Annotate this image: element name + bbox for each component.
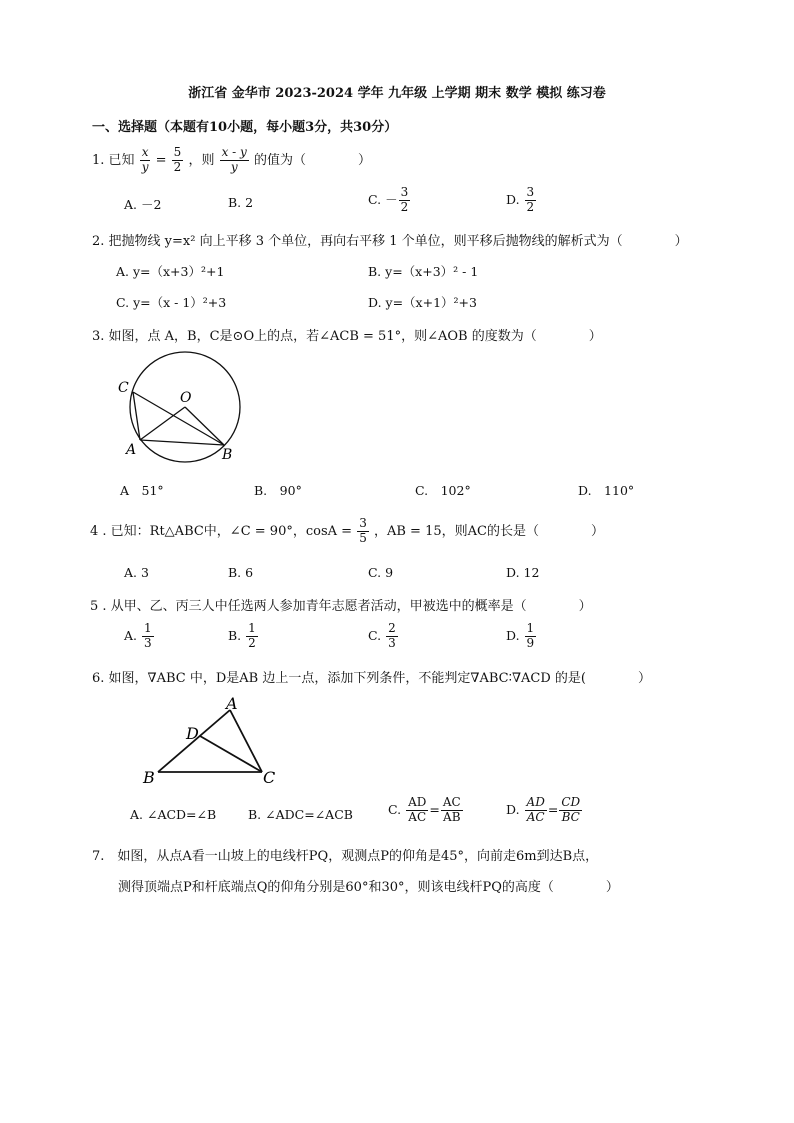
segment-cb	[133, 392, 224, 445]
q3-option-a[interactable]: A 51°	[120, 483, 164, 498]
label-b: B	[143, 768, 155, 787]
question-5: 5 . 从甲、乙、丙三人中任选两人参加青年志愿者活动，甲被选中的概率是（ ）	[90, 599, 592, 614]
question-4	[90, 517, 604, 546]
q2-option-b[interactable]: B. y=（x+3）² - 1	[368, 264, 479, 279]
q3-option-d[interactable]: D. 110°	[578, 483, 635, 498]
section-heading: 一、选择题（本题有10小题，每小题3分，共30分）	[92, 120, 398, 135]
q4-fraction: $\frac{3}{5}$	[359, 516, 367, 545]
q1-option-a[interactable]: A. －2	[124, 197, 162, 212]
segment-ao	[140, 407, 185, 440]
segment-ab	[140, 440, 224, 445]
question-7-line-1: 7. 如图，从点A看一山坡上的电线杆PQ，观测点P的仰角是45°，向前走6m到达B点，	[92, 849, 599, 864]
label-a: A	[126, 442, 137, 458]
question-6: 6. 如图，∇ABC 中，D是AB 边上一点，添加下列条件，不能判定∇ABC∶∇ACD 的是( ）	[92, 671, 652, 686]
q1-fraction-5-over-2: $\frac{5}{2}$	[173, 145, 182, 174]
q6-option-c[interactable]: C. $\frac{AD}{AC}$ = $\frac{AC}{AB}$	[388, 795, 461, 824]
q3-option-c[interactable]: C. 102°	[415, 483, 471, 498]
q2-option-c[interactable]: C. y=（x - 1）²+3	[116, 295, 227, 310]
q1-fraction-x-over-y: $\frac{x}{y}$	[141, 145, 149, 174]
q4-suffix: ，AB = 15，则AC的长是（ ）	[373, 523, 604, 539]
label-b: B	[222, 447, 233, 463]
question-7-line-2: 测得顶端点P和杆底端点Q的仰角分别是60°和30°，则该电线杆PQ的高度（ ）	[118, 880, 619, 895]
label-o: O	[180, 390, 192, 406]
q4-option-c[interactable]: C. 9	[368, 565, 394, 580]
q6-triangle-figure	[138, 690, 288, 790]
q4-option-d[interactable]: D. 12	[506, 565, 540, 580]
q6-option-d[interactable]: D. $\frac{AD}{AC}$ = $\frac{CD}{BC}$	[506, 795, 581, 824]
q1-fraction-expression: $\frac{x - y}{y}$	[221, 145, 247, 174]
q5-option-c[interactable]: C. $\frac{2}{3}$	[368, 621, 396, 650]
q1-prefix: 1. 已知	[92, 152, 135, 168]
q1-tail-text: 的值为（ ）	[253, 152, 371, 168]
q1-middle-text: ，则	[188, 152, 215, 168]
q6-option-b[interactable]: B. ∠ADC=∠ACB	[248, 807, 353, 822]
q4-prefix: 4 . 已知：Rt△ABC中，∠C = 90°，cosA =	[90, 523, 353, 539]
label-c: C	[263, 768, 276, 787]
q2-option-d[interactable]: D. y=（x+1）²+3	[368, 295, 477, 310]
q3-circle-figure	[112, 350, 252, 465]
question-3: 3. 如图，点 A，B，C是⊙O上的点，若∠ACB = 51°，则∠AOB 的度数为（ ）	[92, 329, 602, 344]
q1-option-c[interactable]: C. － $\frac{3}{2}$	[368, 185, 409, 214]
q5-option-a[interactable]: A. $\frac{1}{3}$	[124, 621, 152, 650]
q3-option-b[interactable]: B. 90°	[254, 483, 302, 498]
q2-option-a[interactable]: A. y=（x+3）²+1	[116, 264, 225, 279]
q1-equals: =	[155, 152, 167, 168]
q5-option-d[interactable]: D. $\frac{1}{9}$	[506, 621, 535, 650]
q4-option-b[interactable]: B. 6	[228, 565, 254, 580]
q5-option-b[interactable]: B. $\frac{1}{2}$	[228, 621, 256, 650]
question-1	[92, 146, 371, 175]
page-title: 浙江省 金华市 2023-2024 学年 九年级 上学期 期末 数学 模拟 练习卷	[188, 86, 606, 101]
label-c: C	[118, 380, 129, 396]
q1-option-b[interactable]: B. 2	[228, 195, 254, 210]
label-a: A	[226, 694, 238, 713]
label-d: D	[186, 724, 199, 743]
question-2: 2. 把抛物线 y=x² 向上平移 3 个单位，再向右平移 1 个单位，则平移后抛物线的解析式为（ ）	[92, 234, 688, 249]
q6-option-a[interactable]: A. ∠ACD=∠B	[130, 807, 217, 822]
q1-option-d[interactable]: D. $\frac{3}{2}$	[506, 185, 535, 214]
q4-option-a[interactable]: A. 3	[124, 565, 149, 580]
